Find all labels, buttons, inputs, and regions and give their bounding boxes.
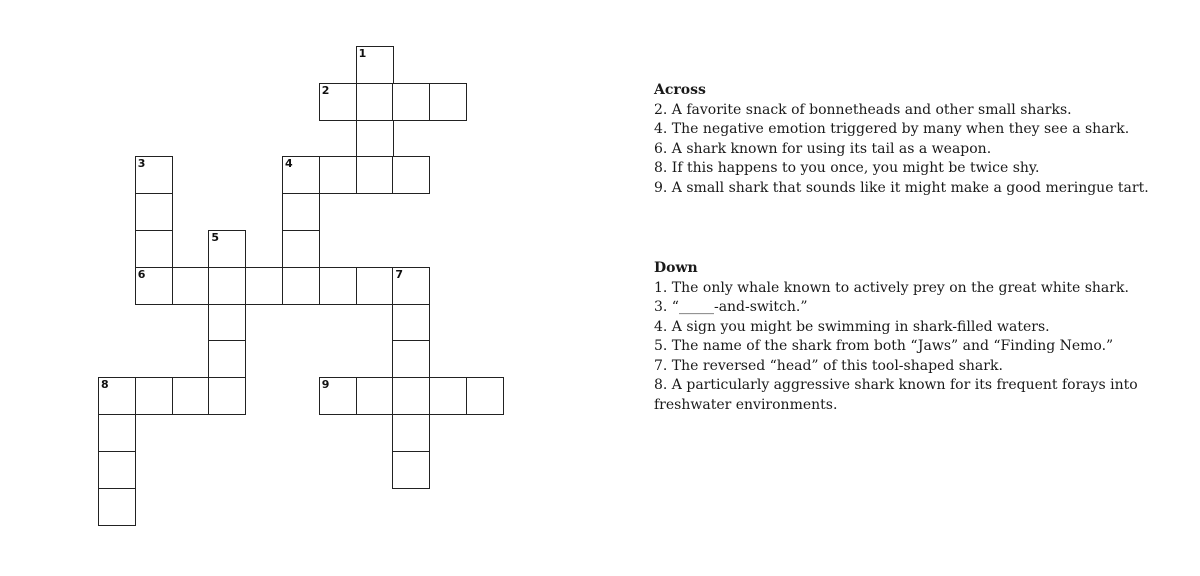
down-clue: 7. The reversed “head” of this tool-shaped shark. [654,357,1003,374]
grid-cell[interactable] [172,267,210,305]
grid-cell[interactable] [282,193,320,231]
across-clue-list [654,101,1184,199]
grid-cell[interactable] [98,377,136,415]
grid-cell[interactable] [245,267,283,305]
grid-cell[interactable] [208,340,246,378]
clue-number: 3 [137,157,146,171]
across-clue: 8. If this happens to you once, you might be twice shy. [654,160,1040,176]
down-clues-section [654,259,1184,415]
grid-cell[interactable] [466,377,504,415]
grid-cell[interactable] [356,377,394,415]
grid-cell[interactable] [356,83,394,121]
grid-cell[interactable] [282,156,320,194]
grid-cell[interactable] [282,267,320,305]
grid-cell[interactable] [392,377,430,415]
grid-cell[interactable] [135,156,173,194]
down-clue: 3. “_____-and-switch.” [654,299,808,315]
across-clue: 6. A shark known for using its tail as a weapon. [654,140,992,157]
grid-cell[interactable] [356,267,394,305]
grid-cell[interactable] [135,230,173,268]
grid-cell[interactable] [392,156,430,194]
down-heading: Down [654,260,698,276]
clue-number: 1 [358,47,367,60]
grid-cell[interactable] [392,451,430,489]
grid-cell[interactable] [392,267,430,305]
grid-cell[interactable] [135,377,173,415]
grid-cell[interactable] [392,414,430,452]
across-heading: Across [654,82,706,98]
down-clue: 5. The name of the shark from both “Jaws” and “Finding Nemo.” [654,338,1114,354]
across-clue: 4. The negative emotion triggered by many when they see a shark. [654,121,1130,137]
across-clue: 9. A small shark that sounds like it might make a good meringue tart. [654,179,1149,196]
grid-cell[interactable] [429,83,467,121]
across-clues-section [654,81,1184,198]
grid-cell[interactable] [282,230,320,268]
grid-cell[interactable] [208,304,246,342]
grid-cell[interactable] [135,267,173,305]
grid-cell[interactable] [356,156,394,194]
grid-cell[interactable] [356,46,394,84]
grid-cell[interactable] [392,340,430,378]
grid-cell[interactable] [319,83,357,121]
grid-cell[interactable] [172,377,210,415]
clue-number: 4 [285,157,293,171]
grid-cell[interactable] [208,377,246,415]
clue-number: 8 [101,378,109,392]
grid-cell[interactable] [208,230,246,268]
clue-number: 6 [137,267,146,281]
clue-number: 2 [321,83,330,97]
down-clue: 8. A particularly aggressive shark known for its frequent forays into freshwater environments. [654,377,1138,413]
grid-cell[interactable] [319,267,357,305]
clue-number: 7 [395,267,404,281]
grid-cell[interactable] [392,304,430,342]
grid-cell[interactable] [98,414,136,452]
grid-cell[interactable] [319,377,357,415]
grid-cell[interactable] [392,83,430,121]
grid-cell[interactable] [208,267,246,305]
down-clue: 4. A sign you might be swimming in shark-filled waters. [654,318,1050,335]
grid-cell[interactable] [135,193,173,231]
grid-cell[interactable] [98,451,136,489]
grid-cell[interactable] [356,120,394,158]
across-clue: 2. A favorite snack of bonnetheads and other small sharks. [654,101,1072,118]
grid-cell[interactable] [429,377,467,415]
down-clue: 1. The only whale known to actively prey on the great white shark. [654,279,1129,296]
clue-number: 5 [211,231,220,244]
grid-cell[interactable] [319,156,357,194]
grid-cell[interactable] [98,488,136,526]
down-clue-list [654,279,1184,416]
clue-number: 9 [321,378,330,392]
